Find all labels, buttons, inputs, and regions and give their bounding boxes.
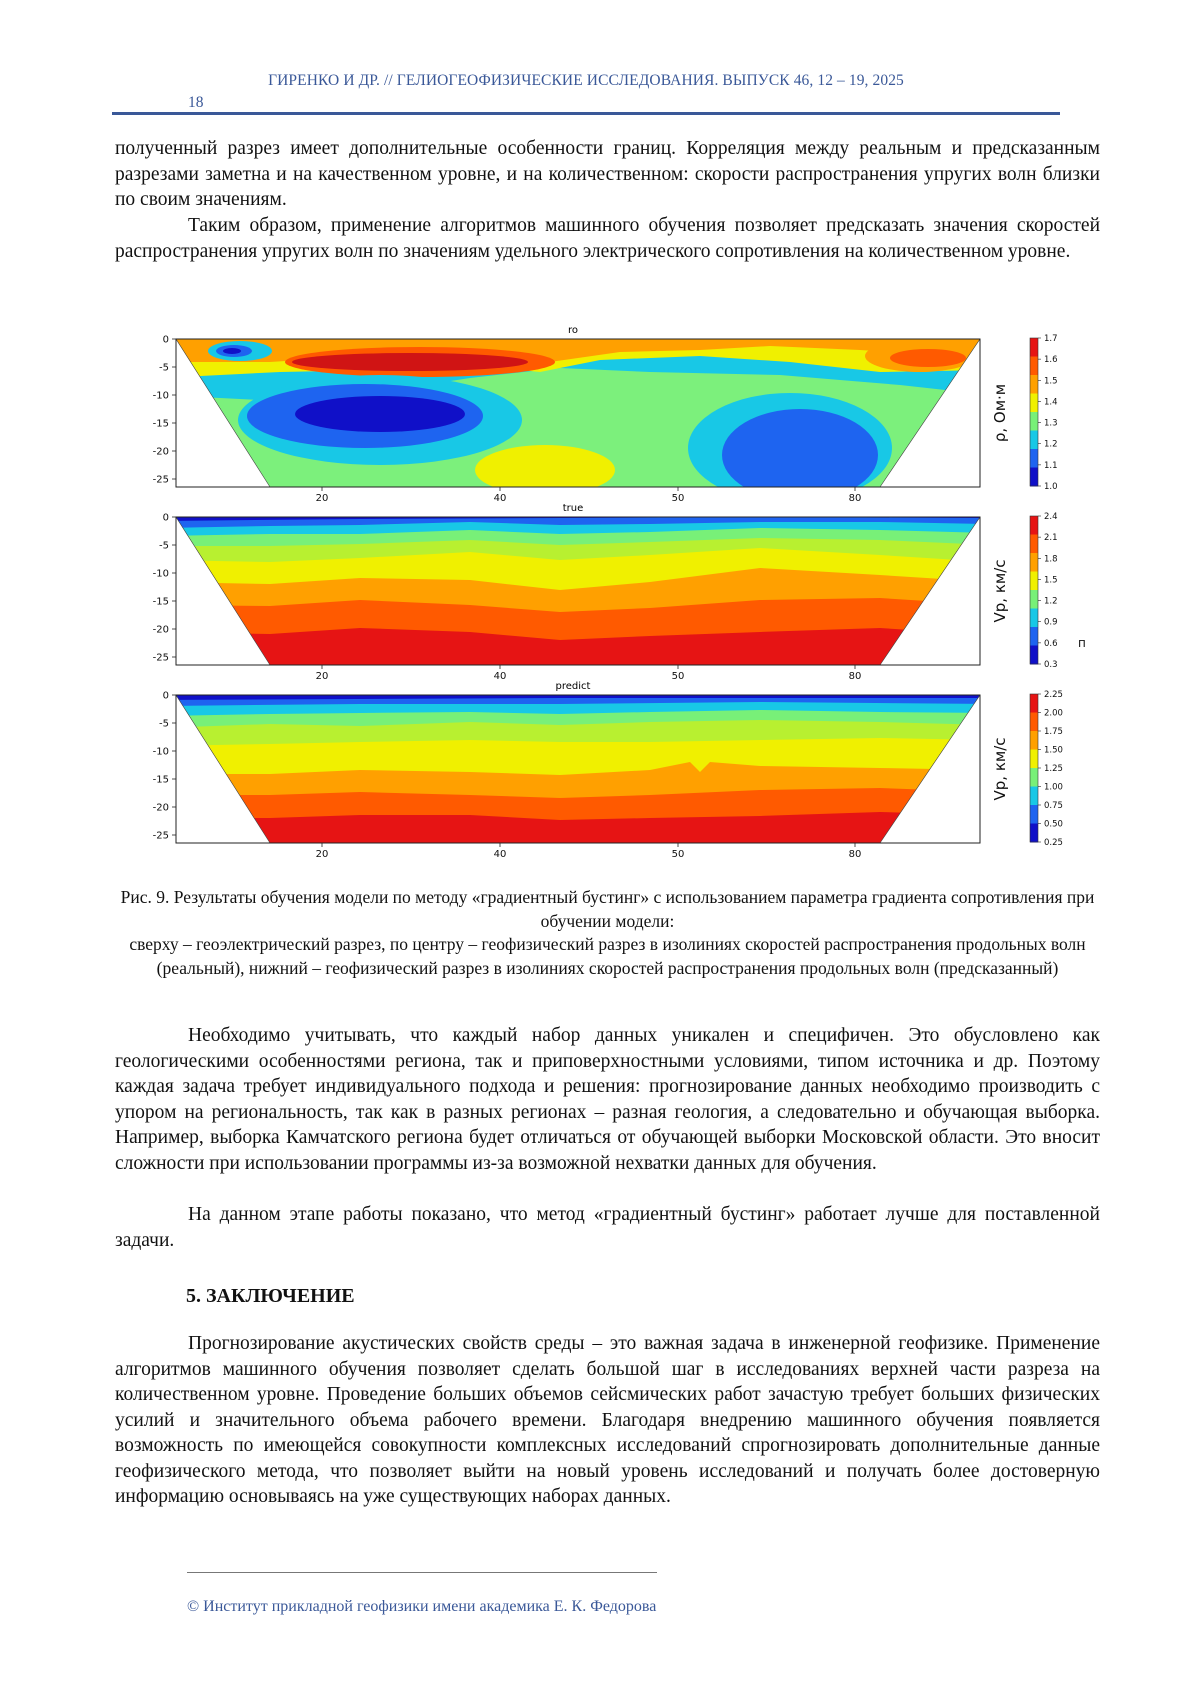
paragraph-5: Прогнозирование акустических свойств среды – это важная задача в инженерной геофизике. Применение алгоритмов машинного обучения позволяет сделать большой шаг в исследованиях верхней части разреза на количественном уровне. Проведение больших объемов сейсмических работ зачастую требует больших физических усилий и значительного объема рабочего времени. Благодаря внедрению машинного обучения появляется возможность по имеющейся совокупности комплексных исследований спрогнозировать дополнительные данные геофизического метода, что позволяет выйти на новый уровень исследований и получать более достоверную информацию основываясь на уже существующих наборах данных.	[115, 1333, 1100, 1507]
running-header: ГИРЕНКО И ДР. // ГЕЛИОГЕОФИЗИЧЕСКИЕ ИССЛЕДОВАНИЯ. ВЫПУСК 46, 12 – 19, 2025	[268, 72, 904, 89]
y-tick-label: -25	[152, 830, 169, 842]
y-tick-label: -20	[152, 802, 169, 814]
colorbar-tick-label: 0.50	[1044, 819, 1063, 830]
paragraph-2: Таким образом, применение алгоритмов машинного обучения позволяет предсказать значения скоростей распространения упругих волн по значениям удельного электрического сопротивления на количественном уровне.	[115, 215, 1100, 262]
figure-caption	[115, 886, 1100, 980]
colorbar-tick-label: 0.9	[1044, 617, 1058, 628]
paragraph-1: полученный разрез имеет дополнительные особенности границ. Корреляция между реальным и предсказанным разрезами заметна и на качественном уровне, и на количественном: скорости распространения упругих волн близки по своим значениям.	[115, 138, 1100, 210]
x-tick-label: 20	[315, 671, 329, 682]
colorbar-tick-label: 1.6	[1044, 355, 1058, 366]
colorbar-tick-label: 2.4	[1044, 512, 1058, 522]
colorbar-tick-label: 1.3	[1044, 418, 1058, 429]
y-tick-label: -10	[152, 746, 169, 758]
colorbar-tick-label: 2.1	[1044, 533, 1058, 544]
y-tick-label: -20	[152, 446, 169, 458]
vp-predict-field	[160, 690, 990, 850]
y-tick-label: -5	[159, 362, 169, 374]
colorbar-tick-label: 0.25	[1044, 838, 1063, 848]
panel-3-title: predict	[555, 681, 591, 692]
colorbar-tick-label: 1.50	[1044, 745, 1063, 756]
colorbar-segment	[1030, 431, 1038, 450]
y-tick-label: -5	[159, 718, 169, 730]
colorbar-segment	[1030, 516, 1038, 535]
colorbar-tick-label: 1.5	[1044, 376, 1058, 387]
colorbar-segment	[1030, 590, 1038, 609]
x-tick-label: 80	[848, 849, 862, 860]
x-tick-label: 80	[848, 493, 862, 504]
colorbar-tick-label: 1.8	[1044, 554, 1058, 565]
resistivity-field	[160, 335, 990, 503]
colorbar-segment	[1030, 713, 1038, 732]
colorbar-segment	[1030, 394, 1038, 413]
colorbar-tick-label: 1.1	[1044, 460, 1058, 471]
panel-vp-predict	[160, 681, 990, 850]
colorbar-tick-label: 1.75	[1044, 727, 1063, 737]
section-heading-conclusion: 5. ЗАКЛЮЧЕНИЕ	[186, 1285, 355, 1307]
colorbar-tick-label: 2.25	[1044, 690, 1063, 700]
colorbar-label: ρ, Ом·м	[991, 383, 1009, 443]
y-tick-label: -5	[159, 540, 169, 552]
paragraph-3: Необходимо учитывать, что каждый набор данных уникален и специфичен. Это обусловлено как геологическими особенностями региона, так и приповерхностными условиями, типом источника и др. Поэтому каждая задача требует индивидуального подхода и решения: прогнозирование данных необходимо производить с упором на региональность, так как в разных регионах – разная геология, а следовательно и обучающая выборка. Например, выборка Камчатского региона будет отличаться от обучающей выборки Московской области. Это вносит сложности при использовании программы из-за возможной нехватки данных для обучения.	[115, 1025, 1100, 1174]
panel-2-title: true	[562, 503, 584, 514]
colorbar-tick-label: 1.2	[1044, 596, 1058, 607]
colorbar-label: Vp, км/с	[991, 737, 1009, 801]
x-tick-label: 50	[671, 671, 685, 682]
colorbar-segment	[1030, 553, 1038, 572]
panel-vp-true	[160, 503, 990, 670]
colorbar-extra-mark: п	[1078, 636, 1086, 650]
colorbar-segment	[1030, 787, 1038, 806]
copyright-notice: © Институт прикладной геофизики имени академика Е. К. Федорова	[187, 1598, 657, 1615]
colorbar-segment	[1030, 805, 1038, 824]
x-tick-label: 20	[315, 493, 329, 504]
colorbar-tick-label: 1.0	[1044, 482, 1058, 492]
x-tick-label: 40	[493, 849, 507, 860]
x-tick-label: 50	[671, 493, 685, 504]
colorbar-segment	[1030, 468, 1038, 487]
caption-line-2: сверху – геоэлектрический разрез, по центру – геофизический разрез в изолиниях скоростей распространения продольных волн (реальный), нижний – геофизический разрез в изолиниях скоростей распространения продольных волн (предсказанный)	[129, 934, 1086, 978]
x-tick-label: 50	[671, 849, 685, 860]
colorbar-segment	[1030, 694, 1038, 713]
colorbar-tick-label: 1.25	[1044, 764, 1063, 774]
colorbar-segment	[1030, 412, 1038, 431]
colorbar-segment	[1030, 572, 1038, 591]
caption-line-1: Рис. 9. Результаты обучения модели по методу «градиентный бустинг» с использованием параметра градиента сопротивления при обучении модели:	[120, 887, 1095, 931]
footnote-rule	[187, 1572, 657, 1573]
y-tick-label: 0	[162, 512, 169, 524]
colorbar-tick-label: 1.7	[1044, 334, 1058, 344]
colorbar-tick-label: 2.00	[1044, 708, 1063, 719]
y-tick-label: -15	[152, 596, 169, 608]
paragraph-4: На данном этапе работы показано, что метод «градиентный бустинг» работает лучше для поставленной задачи.	[115, 1204, 1100, 1251]
y-tick-label: 0	[162, 334, 169, 346]
panel-1-title: ro	[567, 325, 579, 336]
x-tick-label: 40	[493, 493, 507, 504]
y-tick-label: -20	[152, 624, 169, 636]
colorbar-segment	[1030, 609, 1038, 628]
colorbar-tick-label: 1.2	[1044, 439, 1058, 450]
colorbar-tick-label: 1.4	[1044, 397, 1058, 408]
x-tick-label: 80	[848, 671, 862, 682]
colorbar-tick-label: 1.5	[1044, 575, 1058, 586]
panel-resistivity	[160, 325, 990, 503]
colorbar-segment	[1030, 824, 1038, 843]
colorbar-segment	[1030, 731, 1038, 750]
colorbar-segment	[1030, 768, 1038, 787]
y-tick-label: 0	[162, 690, 169, 702]
colorbar-segment	[1030, 449, 1038, 468]
colorbar-segment	[1030, 750, 1038, 769]
colorbar-tick-label: 1.00	[1044, 782, 1063, 793]
y-tick-label: -10	[152, 390, 169, 402]
x-tick-label: 20	[315, 849, 329, 860]
colorbar-label: Vp, км/с	[991, 559, 1009, 623]
colorbar-tick-label: 0.6	[1044, 638, 1058, 649]
colorbar-tick-label: 0.3	[1044, 660, 1058, 670]
y-tick-label: -25	[152, 652, 169, 664]
y-tick-label: -15	[152, 774, 169, 786]
colorbar-tick-label: 0.75	[1044, 801, 1063, 811]
vp-true-field	[160, 510, 990, 670]
y-tick-label: -10	[152, 568, 169, 580]
page-number: 18	[188, 94, 204, 111]
colorbar-segment	[1030, 535, 1038, 554]
x-tick-label: 40	[493, 671, 507, 682]
colorbar-segment	[1030, 646, 1038, 665]
colorbar-segment	[1030, 627, 1038, 646]
y-tick-label: -25	[152, 474, 169, 486]
colorbar-segment	[1030, 357, 1038, 376]
colorbar-segment	[1030, 375, 1038, 394]
y-tick-label: -15	[152, 418, 169, 430]
colorbar-segment	[1030, 338, 1038, 357]
